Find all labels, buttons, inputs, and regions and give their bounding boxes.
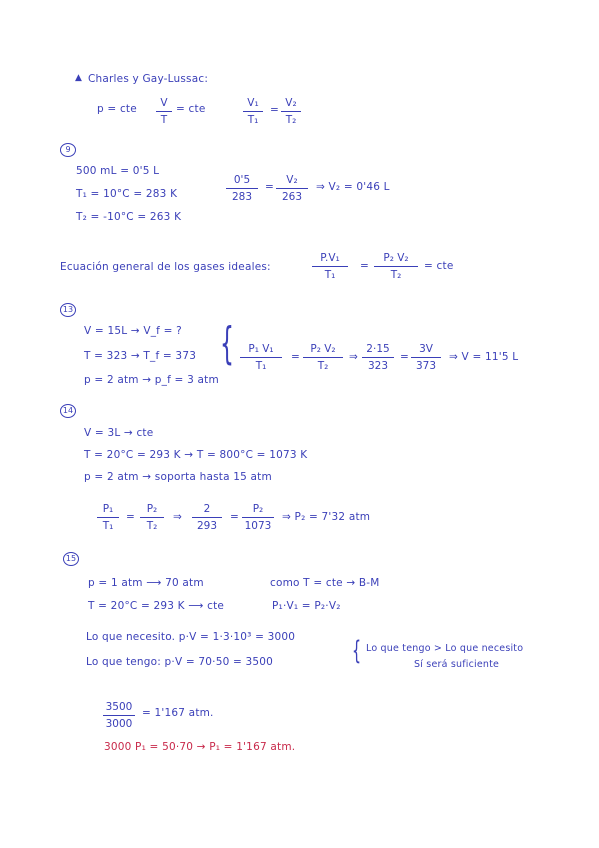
p9-fraction2: $\frac{\text{V₂}}{263}$	[276, 175, 308, 202]
p13-fraction3: $\frac{2\cdot 15}{323}$	[362, 344, 394, 371]
p13-implies: ⇒	[349, 351, 358, 363]
p14-result: ⇒ P₂ = 7'32 atm	[282, 511, 371, 523]
p14-fraction4: $\frac{\text{P₂}}{1073}$	[242, 504, 274, 531]
p14-line3: p = 2 atm → soporta hasta 15 atm	[84, 471, 272, 483]
p15-line1b: como T = cte → B-M	[270, 577, 380, 589]
p13-fraction2: $\frac{\text{P₂ V₂}}{\text{T₂}}$	[303, 344, 343, 371]
general-cte: = cte	[424, 260, 454, 272]
p13-equals1: =	[291, 351, 300, 363]
p14-fraction2: $\frac{\text{P₂}}{\text{T₂}}$	[140, 504, 164, 531]
p15-note1: Lo que tengo > Lo que necesito	[366, 643, 524, 654]
p14-equals2: =	[230, 511, 239, 523]
p15-line2: T = 20°C = 293 K ⟶ cte	[88, 600, 225, 612]
p13-line2: T = 323 → T_f = 373	[84, 350, 197, 362]
p9-line2: T₁ = 10°C = 283 K	[76, 188, 178, 200]
law-equals-cte: = cte	[176, 103, 206, 115]
triangle-bullet-icon: ▲	[75, 73, 83, 83]
p13-equals2: =	[400, 351, 409, 363]
p15-fraction-result: = 1'167 atm.	[142, 707, 214, 719]
law-fraction: $\frac{V}{T}$	[156, 98, 172, 125]
problem-number-14: 14	[60, 404, 76, 418]
p15-red-line: 3000 P₁ = 50·70 → P₁ = 1'167 atm.	[104, 741, 296, 753]
p13-fraction1: $\frac{\text{P₁ V₁}}{\text{T₁}}$	[240, 344, 282, 371]
p14-fraction3: $\frac{2}{293}$	[192, 504, 222, 531]
p9-equals: =	[265, 181, 274, 193]
law2-left-fraction: $\frac{\text{V₁}}{\text{T₁}}$	[243, 98, 263, 125]
general-fraction1: $\frac{\text{P.V₁}}{\text{T₁}}$	[312, 253, 348, 280]
p14-line2: T = 20°C = 293 K → T = 800°C = 1073 K	[84, 449, 308, 461]
p9-line1: 500 mL = 0'5 L	[76, 165, 160, 177]
p14-fraction1: $\frac{\text{P₁}}{\text{T₁}}$	[97, 504, 119, 531]
p14-equals1: =	[126, 511, 135, 523]
p15-fraction1: $\frac{3500}{3000}$	[103, 702, 135, 729]
p9-line3: T₂ = -10°C = 263 K	[76, 211, 182, 223]
law2-equals: =	[270, 104, 279, 116]
p13-brace: {	[220, 318, 234, 369]
p15-line3: Lo que necesito. p·V = 1·3·10³ = 3000	[86, 631, 296, 643]
general-equals: =	[360, 260, 369, 272]
p13-line3: p = 2 atm → p_f = 3 atm	[84, 374, 219, 386]
p14-implies: ⇒	[173, 511, 182, 523]
law-prefix: p = cte	[97, 103, 137, 115]
general-equation-label: Ecuación general de los gases ideales:	[60, 261, 271, 273]
problem-number-9: 9	[60, 143, 76, 157]
p15-line1: p = 1 atm ⟶ 70 atm	[88, 577, 204, 589]
p15-brace: {	[352, 636, 362, 666]
p15-line4: Lo que tengo: p·V = 70·50 = 3500	[86, 656, 274, 668]
p13-result: ⇒ V = 11'5 L	[449, 351, 519, 363]
section-title: Charles y Gay-Lussac:	[88, 73, 209, 85]
law2-right-fraction: $\frac{\text{V₂}}{\text{T₂}}$	[281, 98, 301, 125]
problem-number-15: 15	[63, 552, 79, 566]
p13-fraction4: $\frac{3V}{373}$	[411, 344, 441, 371]
p13-line1: V = 15L → V_f = ?	[84, 325, 182, 337]
p15-note2: Sí será suficiente	[414, 659, 500, 670]
p14-line1: V = 3L → cte	[84, 427, 154, 439]
p9-result: ⇒ V₂ = 0'46 L	[316, 181, 390, 193]
p15-line2b: P₁·V₁ = P₂·V₂	[272, 600, 341, 612]
general-fraction2: $\frac{\text{P₂ V₂}}{\text{T₂}}$	[374, 253, 418, 280]
problem-number-13: 13	[60, 303, 76, 317]
p9-fraction1: $\frac{0'5}{283}$	[226, 175, 258, 202]
